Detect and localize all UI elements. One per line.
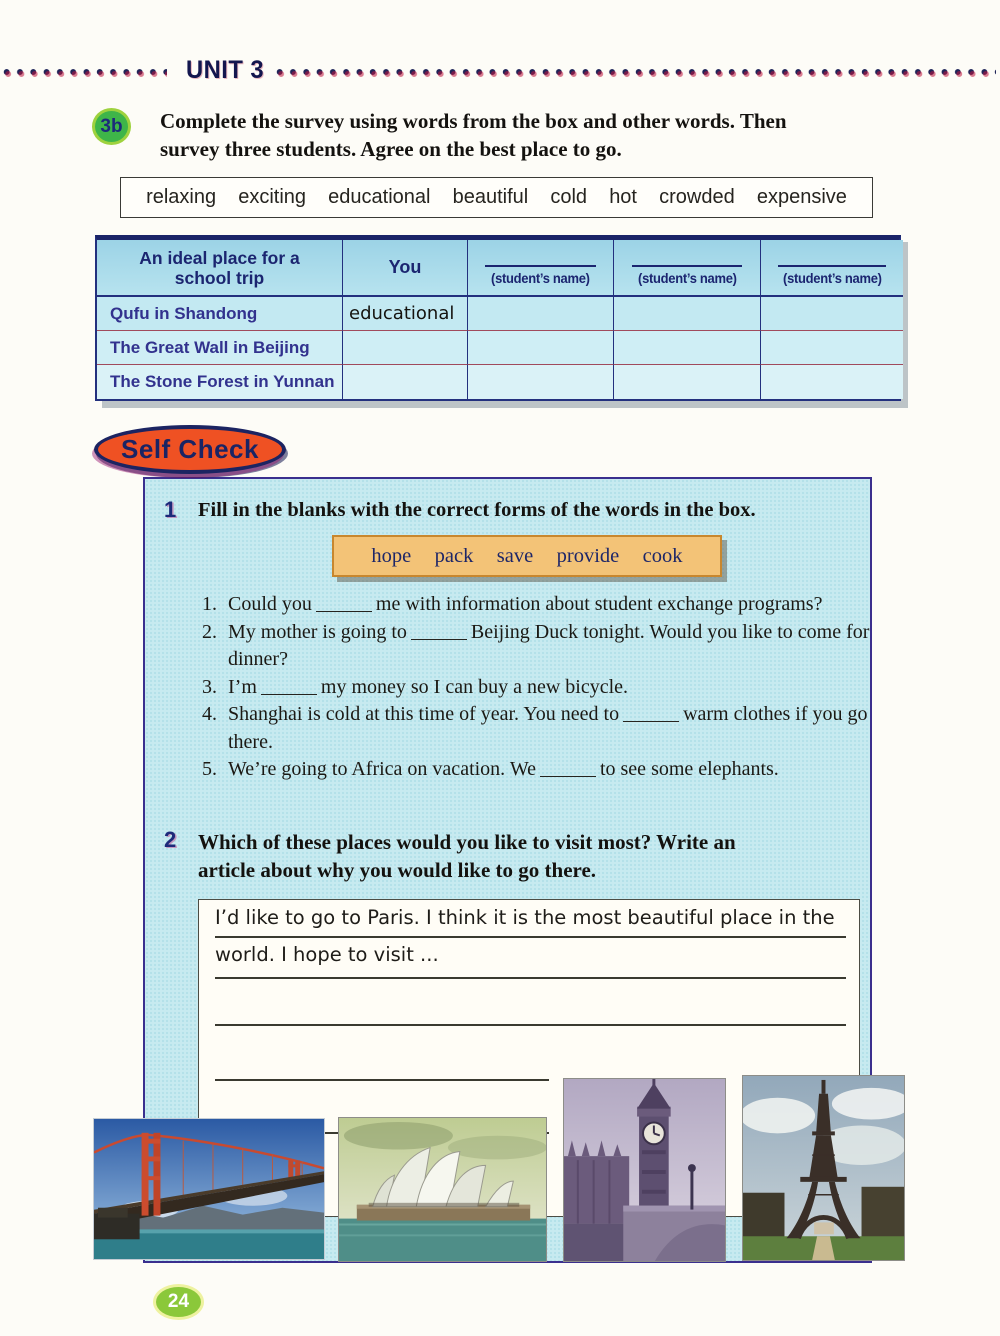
survey-cell-empty — [468, 331, 614, 365]
activity-3b-instruction — [160, 107, 900, 163]
fill-blank — [540, 763, 596, 777]
writing-line-2: world. I hope to visit ... — [215, 943, 846, 979]
word: expensive — [756, 186, 847, 208]
task-1-number: 1 — [164, 497, 177, 522]
survey-cell-empty — [614, 365, 761, 399]
table-header-student-3: (student’s name) — [761, 240, 903, 297]
photo-big-ben — [563, 1078, 726, 1262]
fill-blank — [623, 708, 679, 722]
table-row-place: Qufu in Shandong — [97, 297, 343, 331]
survey-cell-empty — [761, 331, 903, 365]
task-1-instruction: Fill in the blanks with the correct forms of the words in the box. — [198, 499, 756, 521]
survey-cell-empty — [614, 331, 761, 365]
word: exciting — [238, 186, 307, 208]
word: cook — [642, 544, 683, 567]
fill-in-questions — [202, 591, 877, 784]
survey-cell-empty — [761, 365, 903, 399]
table-row-place: The Great Wall in Beijing — [97, 331, 343, 365]
name-blank-line — [778, 255, 886, 267]
instruction-line: Which of these places would you like to visit most? Write an — [198, 830, 736, 854]
table-row-place: The Stone Forest in Yunnan — [97, 365, 343, 399]
instruction-line: Complete the survey using words from the box and other words. Then — [160, 109, 787, 133]
dotted-rule-right — [273, 66, 996, 78]
question-3: 3. I’m my money so I can buy a new bicycle. — [202, 675, 629, 698]
word: hope — [371, 544, 412, 567]
survey-cell-empty — [614, 297, 761, 331]
question-2: 2. My mother is going to Beijing Duck tonight. Would you like to come for dinner? — [202, 620, 870, 670]
fill-blank — [411, 626, 467, 640]
name-blank-line — [632, 255, 743, 267]
name-blank-line — [485, 255, 595, 267]
task-2-instruction — [198, 828, 848, 884]
question-1: 1. Could you me with information about student exchange programs? — [202, 593, 823, 615]
writing-line-blank — [215, 992, 846, 1026]
word-box-verbs — [332, 535, 722, 577]
activity-badge-3b: 3b — [92, 108, 131, 145]
photo-sydney-opera-house — [338, 1117, 547, 1262]
survey-cell-empty — [468, 365, 614, 399]
word: save — [496, 544, 534, 567]
word: pack — [434, 544, 474, 567]
survey-cell-empty — [343, 331, 468, 365]
task-2-number: 2 — [164, 827, 177, 852]
unit-title: UNIT 3 — [186, 56, 265, 84]
word: beautiful — [452, 186, 529, 208]
survey-cell-empty — [468, 297, 614, 331]
word: hot — [609, 186, 637, 208]
word: cold — [550, 186, 588, 208]
survey-cell-empty — [343, 365, 468, 399]
table-cell-you-answer: educational — [343, 297, 468, 331]
fill-blank — [316, 598, 372, 612]
instruction-line: article about why you would like to go there. — [198, 858, 597, 882]
word: provide — [556, 544, 620, 567]
photo-eiffel-tower — [742, 1075, 905, 1261]
question-4: 4. Shanghai is cold at this time of year. You need to warm clothes if you go there. — [202, 703, 868, 753]
table-header-you: You — [343, 240, 468, 297]
table-header-student-2: (student’s name) — [614, 240, 761, 297]
word: crowded — [659, 186, 735, 208]
word-box-adjectives — [120, 177, 873, 218]
writing-line-1: I’d like to go to Paris. I think it is the most beautiful place in the — [215, 906, 846, 938]
dotted-rule-left — [0, 66, 167, 78]
instruction-line: survey three students. Agree on the best place to go. — [160, 137, 622, 161]
fill-blank — [261, 681, 317, 695]
word: relaxing — [146, 186, 217, 208]
survey-cell-empty — [761, 297, 903, 331]
self-check-badge: Self Check — [94, 425, 286, 474]
writing-line-blank — [215, 1047, 549, 1081]
page-number-badge: 24 — [156, 1287, 201, 1317]
table-header-place: An ideal place for a school trip — [97, 240, 343, 297]
photo-golden-gate-bridge — [93, 1118, 325, 1260]
question-5: 5. We’re going to Africa on vacation. We to see some elephants. — [202, 758, 779, 780]
survey-table — [95, 235, 901, 401]
table-header-student-1: (student’s name) — [468, 240, 614, 297]
word: educational — [328, 186, 431, 208]
